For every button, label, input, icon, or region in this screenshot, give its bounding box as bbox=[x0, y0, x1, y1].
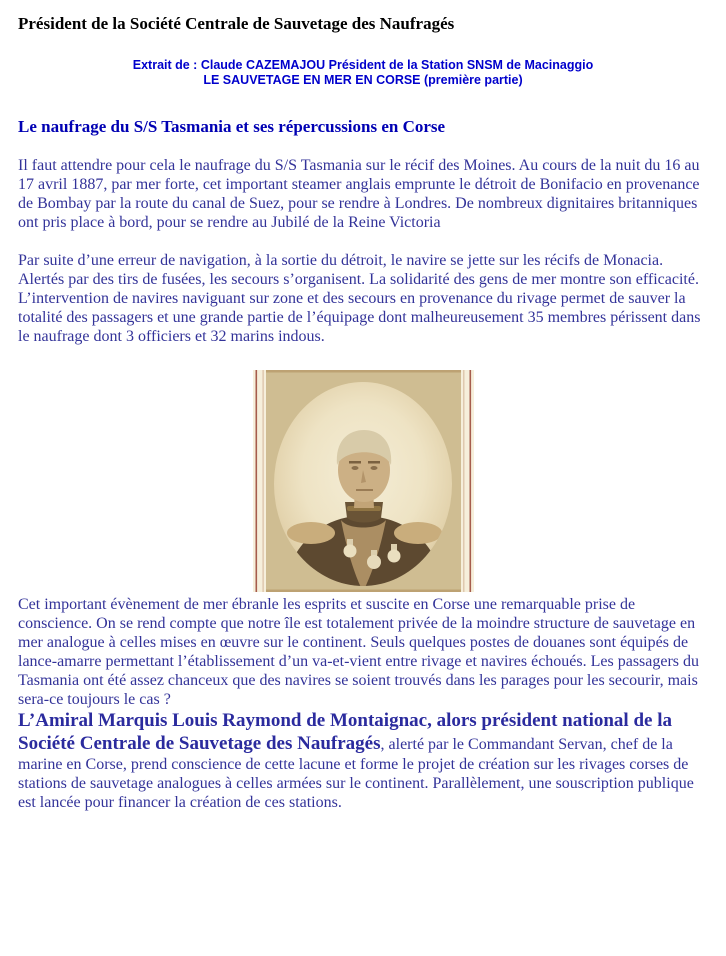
portrait-photo bbox=[253, 370, 474, 592]
paragraph-rescue: Par suite d’une erreur de navigation, à la sortie du détroit, le navire se jette sur les récifs de Monacia. Alertés par des tirs de fusées, les secours s’organisent. La solidarité des gens de mer montre son efficacité. L’intervention de navires naviguant sur zone et des secours en provenance du rivage permet de sauver la totalité des passagers et une grande partie de l’équipage dont malheureusement 35 membres périssent dans le naufrage dont 3 officiers et 32 marins indous. bbox=[18, 252, 701, 345]
paragraph-consequences: Cet important évènement de mer ébranle les esprits et suscite en Corse une remarquable prise de conscience. On se rend compte que notre île est totalement privée de la moindre structure de sauvetage en mer analogue à celles mises en œuvre sur le continent. Seuls quelques postes de douanes sont équipés de lance-amarre permettant l’établissement d’un va-et-vient entre rivage et navires échoués. Les passagers du Tasmania ont été assez chanceux que des navires se soient trouvés dans les parages pour les secourir, mais sera-ce toujours le cas ? bbox=[18, 596, 700, 708]
admiral-portrait-image bbox=[253, 370, 474, 592]
extrait-header bbox=[18, 58, 708, 88]
page-title: Président de la Société Centrale de Sauvetage des Naufragés bbox=[18, 14, 455, 33]
paragraph-tasmania-wreck: Il faut attendre pour cela le naufrage du S/S Tasmania sur le récif des Moines. Au cours de la nuit du 16 au 17 avril 1887, par mer forte, cet important steamer anglais emprunte le détroit de Bonifacio en provenance de Bombay par la route du canal de Suez, pour se rendre à Londres. De nombreux dignitaires britanniques ont pris place à bord, pour se rendre au Jubilé de la Reine Victoria bbox=[18, 157, 700, 231]
extrait-line-1: Extrait de : Claude CAZEMAJOU Président de la Station SNSM de Macinaggio bbox=[132, 58, 594, 72]
montaignac-bold-lead: L’Amiral Marquis Louis Raymond de Montaignac, alors président national de la Société Centrale de Sauvetage des Naufragés bbox=[18, 710, 672, 754]
montaignac-rest: , alerté par le Commandant Servan, chef de la marine en Corse, prend conscience de cette lacune et forme le projet de création sur les rivages corses de stations de sauvetage analogues à celles armées sur le continent. Parallèlement, une souscription publique est lancée pour financer la création de ces stations. bbox=[18, 736, 694, 811]
extrait-line-2: LE SAUVETAGE EN MER EN CORSE (première partie) bbox=[203, 73, 523, 87]
paragraph-montaignac bbox=[18, 709, 708, 812]
section-heading: Le naufrage du S/S Tasmania et ses répercussions en Corse bbox=[18, 117, 446, 136]
